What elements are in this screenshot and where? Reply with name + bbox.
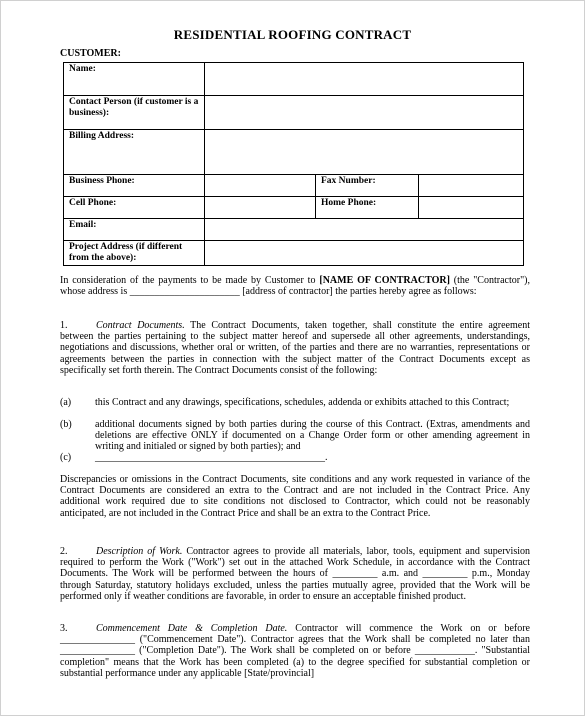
email-label: Email: [64, 219, 205, 241]
business-phone-field[interactable] [205, 175, 316, 197]
list-item-a [60, 397, 530, 408]
customer-label: CUSTOMER: [60, 48, 121, 59]
billing-address-field[interactable] [205, 130, 524, 175]
intro-text-2: (the "Contractor"), whose address is ______________________ [address of contractor] the parties hereby agree as follows: [60, 275, 530, 298]
list-item-a-mark: (a) [60, 397, 72, 408]
fax-number-label: Fax Number: [316, 175, 419, 197]
section-3-text: Contractor will commence the Work on or before _______________ ("Commencement Date"). Contractor agrees that the Work shall be completed no later than _______________ ("Completion Date"). The Work shall be completed on or before ____________. "Substantial completion" means that the Work has been completed (a) to the degree specified for substantial completion or substantial performance under any applicable [State/provincial] [60, 623, 530, 679]
business-phone-label: Business Phone: [64, 175, 205, 197]
list-item-b [60, 419, 530, 453]
section-1-heading: Contract Documents. [96, 320, 185, 331]
cell-phone-label: Cell Phone: [64, 197, 205, 219]
section-2-number: 2. [60, 546, 68, 557]
home-phone-label: Home Phone: [316, 197, 419, 219]
section-2-heading: Description of Work. [96, 546, 183, 557]
billing-address-label: Billing Address: [64, 130, 205, 175]
project-address-field[interactable] [205, 241, 524, 266]
intro-text-1: In consideration of the payments to be made by Customer to [60, 275, 320, 286]
contractor-name-placeholder: [NAME OF CONTRACTOR] [319, 275, 450, 286]
section-2 [60, 546, 530, 602]
customer-info-table [63, 62, 524, 266]
intro-paragraph [60, 275, 530, 297]
section-1-text: The Contract Documents, taken together, shall constitute the entire agreement between the parties pertaining to the subject matter hereof and supersede all other agreements, understandings, negotiations and discussions, whether oral or written, of the parties and there are no warranties, representations or agreements between the parties in connection with the subject matter of the Contract Documents except as specifically set forth therein. The Contract Documents consist of the following: [60, 320, 530, 376]
section-3-heading: Commencement Date & Completion Date. [96, 623, 288, 634]
cell-phone-field[interactable] [205, 197, 316, 219]
contact-person-label: Contact Person (if customer is a business): [64, 96, 205, 130]
section-2-text: Contractor agrees to provide all materials, labor, tools, equipment and supervision required to perform the Work ("Work") set out in the attached Work Schedule, in accordance with the Contract Documents. The Work will be performed between the hours of _________ a.m. and _________ p.m., Monday through Saturday, statutory holidays excluded, unless the parties mutually agree, provided that the Work will be performed only if weather conditions are favorable, in order to ensure an acceptable finished product. [60, 546, 530, 602]
home-phone-field[interactable] [419, 197, 524, 219]
list-item-c-mark: (c) [60, 452, 72, 463]
section-3-number: 3. [60, 623, 68, 634]
list-item-c [60, 452, 530, 463]
name-label: Name: [64, 63, 205, 96]
discrepancies-paragraph: Discrepancies or omissions in the Contract Documents, site conditions and any work requested in variance of the Contract Documents are considered an extra to the Contract and are not included in the Contract Price. Any additional work required due to site conditions not disclosed to Contractor, which could not be reasonably anticipated, are not included in the Contract Price and shall be an extra to the Contract Price. [60, 474, 530, 519]
section-1 [60, 320, 530, 376]
document-title: RESIDENTIAL ROOFING CONTRACT [173, 27, 412, 42]
section-3 [60, 623, 530, 679]
name-field[interactable] [205, 63, 524, 96]
section-1-number: 1. [60, 320, 68, 331]
list-item-b-mark: (b) [60, 419, 72, 430]
list-item-a-text: this Contract and any drawings, specifications, schedules, addenda or exhibits attached to this Contract; [95, 397, 510, 408]
email-field[interactable] [205, 219, 524, 241]
project-address-label: Project Address (if different from the above): [64, 241, 205, 266]
contact-person-field[interactable] [205, 96, 524, 130]
list-item-c-text: ______________________________________________. [95, 452, 328, 463]
fax-number-field[interactable] [419, 175, 524, 197]
list-item-b-text: additional documents signed by both parties during the course of this Contract. (Extras, amendments and deletions are effective ONLY if documented on a Change Order form or other amending agreement in writing and initialed or signed by both parties); and [95, 419, 530, 453]
